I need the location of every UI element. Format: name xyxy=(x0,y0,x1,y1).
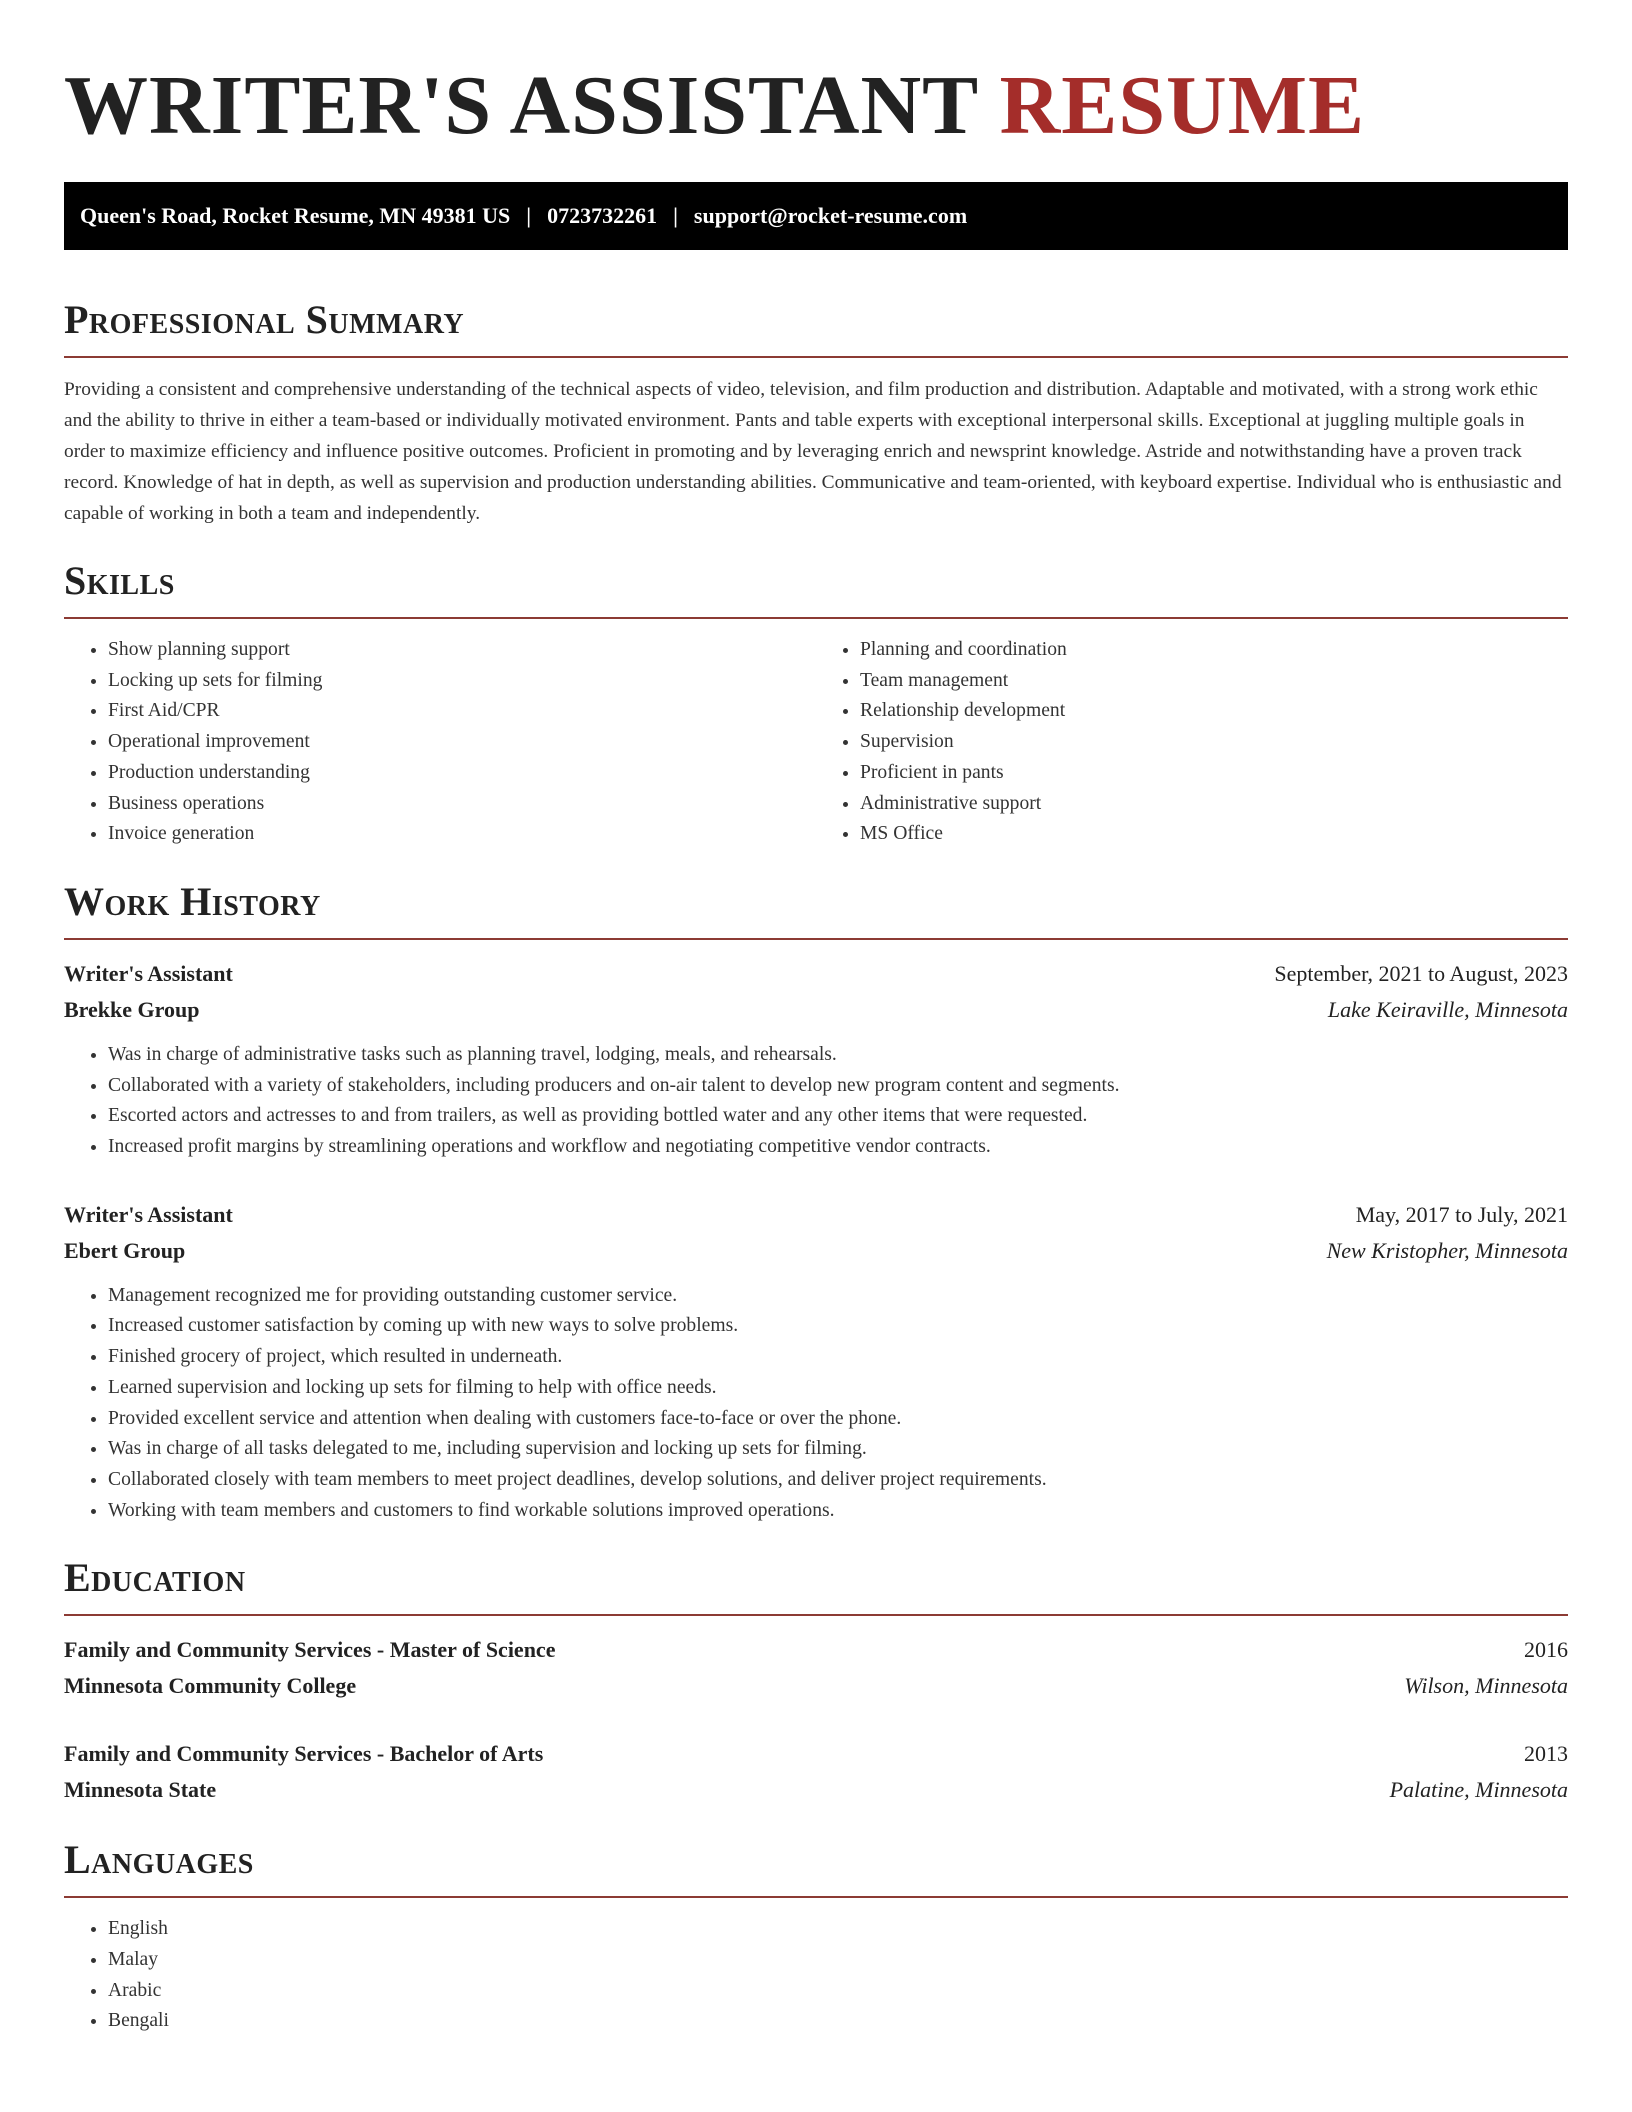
job-title: Writer's Assistant xyxy=(64,1201,233,1227)
skill-item: • Team management xyxy=(860,666,1568,697)
skill-item: • Administrative support xyxy=(860,789,1568,820)
job-company-row xyxy=(64,992,1568,1028)
job-duty: • Learned supervision and locking up sets for filming to help with office needs. xyxy=(108,1373,1568,1404)
language-item: • English xyxy=(108,1914,1568,1945)
job-location: Lake Keiraville, Minnesota xyxy=(1327,996,1568,1022)
language-item: • Bengali xyxy=(108,2006,1568,2037)
job-company-row xyxy=(64,1233,1568,1269)
education-degree-row xyxy=(64,1736,1568,1772)
summary-text: Providing a consistent and comprehensive understanding of the technical aspects of video, television, and film production and distribution. Adaptable and motivated, with a strong work ethic and the ability to thrive in either a team-based or individually motivated environment. Pants and table experts with exceptional interpersonal skills. Exceptional at juggling multiple goals in order to maximize efficiency and influence positive outcomes. Proficient in promoting and by leveraging enrich and newsprint knowledge. Astride and notwithstanding have a proven track record. Knowledge of hat in depth, as well as supervision and production understanding abilities. Communicative and team-oriented, with keyboard expertise. Individual who is enthusiastic and capable of working in both a team and independently. xyxy=(64,379,1562,524)
contact-separator: | xyxy=(526,203,532,228)
job-duty: • Provided excellent service and attention when dealing with customers face-to-face or over the phone. xyxy=(108,1404,1568,1435)
skill-item: • Planning and coordination xyxy=(860,635,1568,666)
job-duty: • Collaborated closely with team members to meet project deadlines, develop solutions, and deliver project requirements. xyxy=(108,1465,1568,1496)
job-company: Ebert Group xyxy=(64,1237,186,1263)
section-divider xyxy=(64,356,1568,358)
skill-item: • Invoice generation xyxy=(108,819,816,850)
work-history-heading: Work History xyxy=(64,878,321,924)
job-duty: • Collaborated with a variety of stakeholders, including producers and on-air talent to develop new program content and segments. xyxy=(108,1071,1568,1102)
education-degree: Family and Community Services - Master of Science xyxy=(64,1637,556,1663)
summary-section xyxy=(64,297,1568,529)
job-entry xyxy=(64,1197,1568,1527)
section-divider xyxy=(64,1614,1568,1616)
education-entry xyxy=(64,1632,1568,1704)
job-dates: September, 2021 to August, 2023 xyxy=(1274,960,1568,986)
job-duty: • Management recognized me for providing outstanding customer service. xyxy=(108,1281,1568,1312)
job-duty: • Working with team members and customers to find workable solutions improved operations. xyxy=(108,1496,1568,1527)
education-location: Palatine, Minnesota xyxy=(1389,1777,1568,1803)
contact-email[interactable]: support@rocket-resume.com xyxy=(693,203,968,228)
education-year: 2013 xyxy=(1524,1741,1568,1767)
title-accent: RESUME xyxy=(999,59,1366,152)
skills-column-left xyxy=(64,635,816,850)
section-divider xyxy=(64,938,1568,940)
job-duty: • Increased profit margins by streamlining operations and workflow and negotiating competitive vendor contracts. xyxy=(108,1132,1568,1163)
skills-grid xyxy=(64,635,1568,850)
skill-item: • Proficient in pants xyxy=(860,758,1568,789)
languages-section xyxy=(64,1837,1568,2037)
skills-list-left xyxy=(64,635,816,850)
education-school: Minnesota Community College xyxy=(64,1673,357,1699)
job-duty: • Increased customer satisfaction by coming up with new ways to solve problems. xyxy=(108,1311,1568,1342)
job-dates: May, 2017 to July, 2021 xyxy=(1355,1201,1568,1227)
section-divider xyxy=(64,617,1568,619)
job-duty: • Escorted actors and actresses to and from trailers, as well as providing bottled water and any other items that were requested. xyxy=(108,1101,1568,1132)
languages-list xyxy=(64,1914,1568,2037)
education-section xyxy=(64,1555,1568,1808)
job-title: Writer's Assistant xyxy=(64,960,233,986)
languages-heading: Languages xyxy=(64,1837,254,1883)
job-duties-list xyxy=(64,1281,1568,1527)
skill-item: • MS Office xyxy=(860,819,1568,850)
skill-item: • Business operations xyxy=(108,789,816,820)
contact-address: Queen's Road, Rocket Resume, MN 49381 US xyxy=(80,203,511,228)
skill-item: • Supervision xyxy=(860,727,1568,758)
work-history-section xyxy=(64,878,1568,1526)
job-duty: • Was in charge of administrative tasks such as planning travel, lodging, meals, and rehearsals. xyxy=(108,1040,1568,1071)
skills-section xyxy=(64,558,1568,850)
skill-item: • First Aid/CPR xyxy=(108,696,816,727)
skill-item: • Locking up sets for filming xyxy=(108,666,816,697)
education-year: 2016 xyxy=(1524,1637,1568,1663)
contact-phone[interactable]: 0723732261 xyxy=(547,203,658,228)
resume-title xyxy=(64,59,1568,152)
language-item: • Arabic xyxy=(108,1976,1568,2007)
job-entry xyxy=(64,956,1568,1163)
skills-heading: Skills xyxy=(64,558,175,603)
education-degree: Family and Community Services - Bachelor of Arts xyxy=(64,1741,544,1767)
education-school-row xyxy=(64,1772,1568,1808)
contact-separator: | xyxy=(673,203,678,228)
title-main: WRITER'S ASSISTANT xyxy=(64,59,978,152)
job-header-row xyxy=(64,956,1568,992)
job-location: New Kristopher, Minnesota xyxy=(1326,1237,1568,1263)
skill-item: • Relationship development xyxy=(860,696,1568,727)
language-item: • Malay xyxy=(108,1945,1568,1976)
summary-heading: Professional Summary xyxy=(64,297,465,342)
contact-bar xyxy=(64,182,1568,250)
education-school: Minnesota State xyxy=(64,1777,217,1803)
education-entry xyxy=(64,1736,1568,1808)
education-school-row xyxy=(64,1668,1568,1704)
education-degree-row xyxy=(64,1632,1568,1668)
job-duty: • Finished grocery of project, which resulted in underneath. xyxy=(108,1342,1568,1373)
job-company: Brekke Group xyxy=(64,996,200,1022)
job-duties-list xyxy=(64,1040,1568,1163)
skill-item: • Show planning support xyxy=(108,635,816,666)
job-duty: • Was in charge of all tasks delegated to me, including supervision and locking up sets for filming. xyxy=(108,1434,1568,1465)
skill-item: • Operational improvement xyxy=(108,727,816,758)
skills-list-right xyxy=(816,635,1568,850)
section-divider xyxy=(64,1896,1568,1898)
skills-column-right xyxy=(816,635,1568,850)
education-heading: Education xyxy=(64,1555,246,1601)
job-header-row xyxy=(64,1197,1568,1233)
education-location: Wilson, Minnesota xyxy=(1404,1673,1568,1699)
skill-item: • Production understanding xyxy=(108,758,816,789)
